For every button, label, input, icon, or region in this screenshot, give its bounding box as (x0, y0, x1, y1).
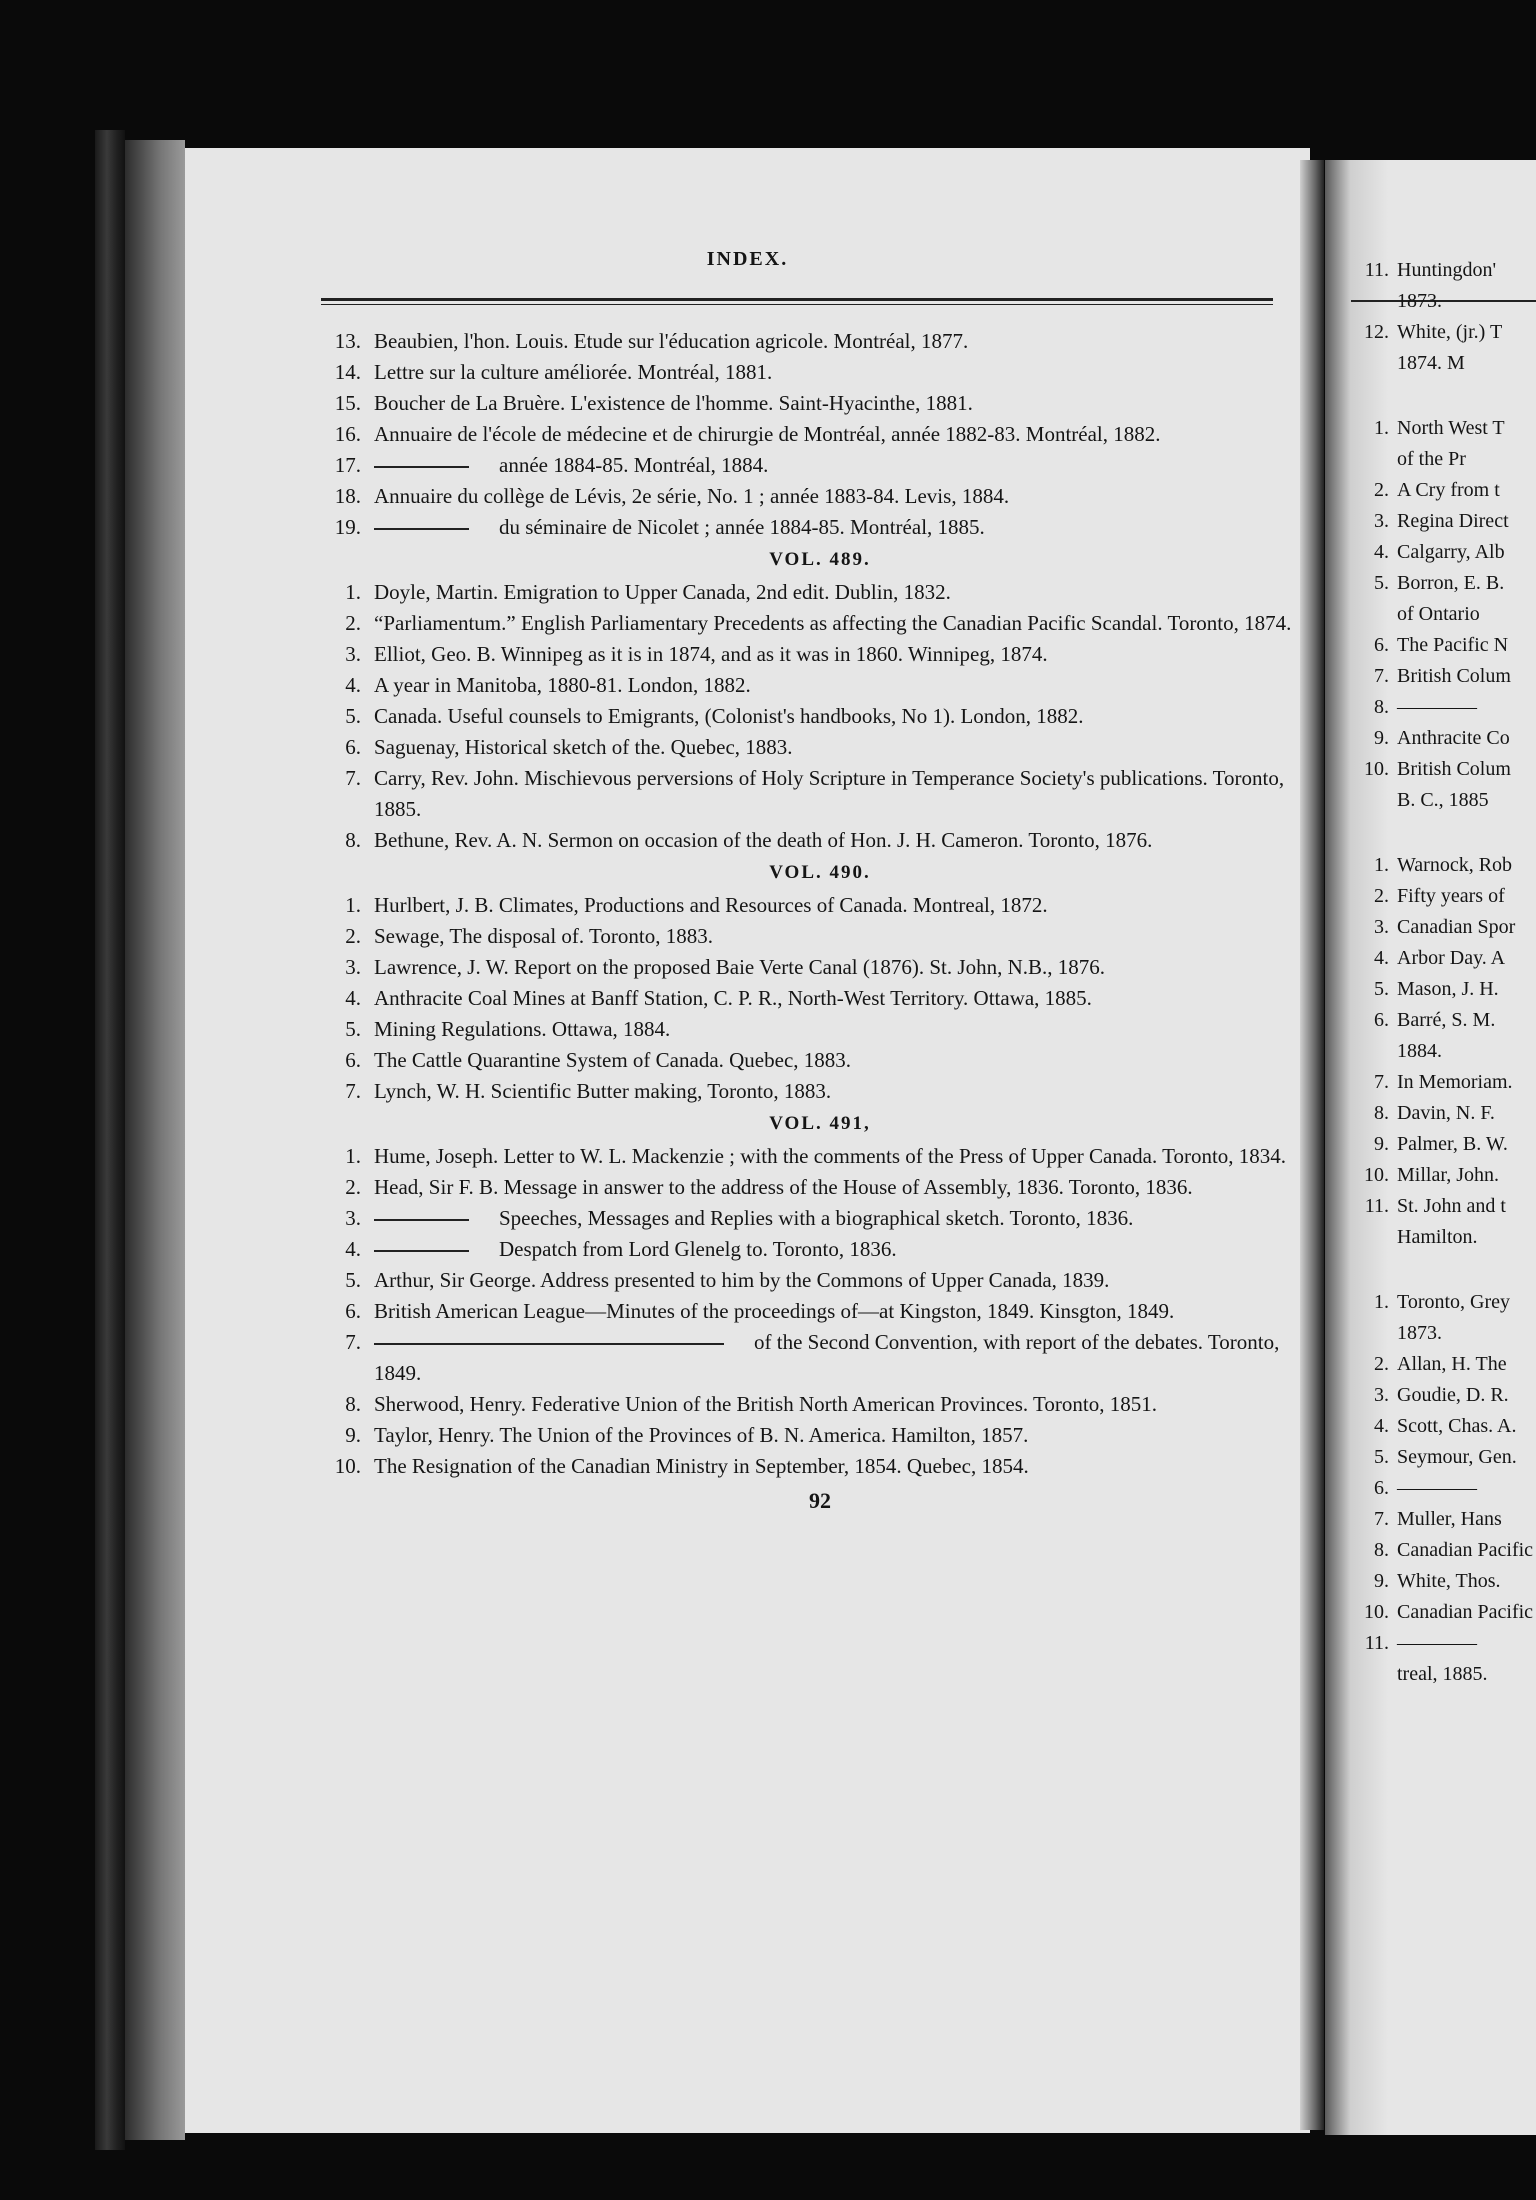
entry-text: Hamilton. (1397, 1226, 1478, 1248)
page-stack-edge (125, 140, 185, 2140)
entry-text: Hurlbert, J. B. Climates, Productions and Resources of Canada. Montreal, 1872. (374, 893, 1048, 917)
index-entry (315, 921, 1325, 952)
entry-number: 4. (345, 673, 361, 697)
right-index-line (1353, 1160, 1533, 1191)
index-entry (315, 512, 1325, 543)
entry-number: 2. (1374, 885, 1389, 907)
entry-number: 6. (1374, 634, 1389, 656)
entry-text: The Cattle Quarantine System of Canada. Quebec, 1883. (374, 1048, 852, 1072)
index-entry (315, 1014, 1325, 1045)
index-entry (315, 983, 1325, 1014)
entry-text: British American League—Minutes of the proceedings of—at Kingston, 1849. Kinsgton, 1849. (374, 1299, 1175, 1323)
entry-text: Borron, E. B. (1397, 572, 1505, 594)
entry-text: Despatch from Lord Glenelg to. Toronto, 1836. (370, 1234, 1325, 1265)
entry-number: 14. (334, 360, 361, 384)
entry-text: Allan, H. The (1397, 1353, 1507, 1375)
entry-number: 10. (1364, 1164, 1389, 1186)
index-entry (315, 639, 1325, 670)
right-index-line (1353, 661, 1533, 692)
index-entry (315, 577, 1325, 608)
entry-text: Boucher de La Bruère. L'existence de l'homme. Saint-Hyacinthe, 1881. (374, 391, 973, 415)
running-head: INDEX. (706, 248, 789, 270)
right-index-line (1353, 912, 1533, 943)
right-index-line (1353, 286, 1533, 317)
entry-number: 8. (1374, 1539, 1389, 1561)
entry-text: Annuaire de l'école de médecine et de chirurgie de Montréal, année 1882-83. Montréal, 1882. (374, 422, 1161, 446)
entry-number: 19. (334, 515, 361, 539)
right-index-line (1353, 723, 1533, 754)
index-entry (315, 1389, 1325, 1420)
entry-text: 1884. (1397, 1040, 1442, 1062)
right-index-line (1353, 348, 1533, 379)
entry-number: 11. (1364, 1632, 1389, 1654)
gutter-shadow (1300, 160, 1324, 2130)
entry-text: Hume, Joseph. Letter to W. L. Mackenzie ; with the comments of the Press of Upper Canada. Toronto, 1834. (374, 1144, 1287, 1168)
entry-number: 7. (345, 766, 361, 790)
entry-number: 1. (1374, 417, 1389, 439)
entry-text: A year in Manitoba, 1880-81. London, 1882. (374, 673, 751, 697)
right-index-line (1353, 1504, 1533, 1535)
right-index-line (1353, 1349, 1533, 1380)
entry-text: Canada. Useful counsels to Emigrants, (Colonist's handbooks, No 1). London, 1882. (374, 704, 1084, 728)
left-page (185, 148, 1310, 2133)
entry-number: 8. (1374, 1102, 1389, 1124)
right-index-line (1353, 1380, 1533, 1411)
entry-text: Canadian Pacific (1397, 1539, 1533, 1561)
index-entry (315, 450, 1325, 481)
right-index-line (1353, 444, 1533, 475)
page-number: 92 (809, 1488, 831, 1513)
index-entry (315, 1234, 1325, 1265)
right-index-line (1353, 881, 1533, 912)
right-index-column (1353, 255, 1533, 1690)
index-entry (315, 1265, 1325, 1296)
entry-number: 15. (334, 391, 361, 415)
right-index-line (1353, 1566, 1533, 1597)
entry-number: 7. (345, 1330, 361, 1354)
entry-number: 11. (1364, 259, 1389, 281)
entry-text: 1873. (1397, 1322, 1442, 1344)
right-index-line (1353, 1318, 1533, 1349)
right-index-line (1353, 1411, 1533, 1442)
ditto-dash (374, 1343, 724, 1345)
entry-text: St. John and t (1397, 1195, 1506, 1217)
entry-number: 1. (1374, 1291, 1389, 1313)
right-index-line (1353, 1659, 1533, 1690)
index-entry (315, 1296, 1325, 1327)
entry-text: Muller, Hans (1397, 1508, 1502, 1530)
entry-number: 1. (345, 893, 361, 917)
entry-text: Seymour, Gen. (1397, 1446, 1517, 1468)
entry-number: 17. (334, 453, 361, 477)
entry-text: année 1884-85. Montréal, 1884. (370, 450, 1325, 481)
entry-text: of the Pr (1397, 448, 1466, 470)
entry-number: 12. (1364, 321, 1389, 343)
entry-text: British Colum (1397, 665, 1511, 687)
entry-number: 3. (345, 1206, 361, 1230)
index-entry (315, 357, 1325, 388)
index-entry (315, 326, 1325, 357)
entry-text: Palmer, B. W. (1397, 1133, 1508, 1155)
right-index-line (1353, 1222, 1533, 1253)
entry-number: 4. (345, 1237, 361, 1261)
entry-number: 1. (345, 580, 361, 604)
right-index-line (1353, 568, 1533, 599)
entry-number: 2. (345, 924, 361, 948)
index-entry (315, 825, 1325, 856)
ditto-dash (374, 1250, 469, 1252)
right-index-line (1353, 850, 1533, 881)
entry-number: 3. (1374, 916, 1389, 938)
entry-number: 4. (1374, 1415, 1389, 1437)
entry-number: 2. (345, 1175, 361, 1199)
entry-text: White, (jr.) T (1397, 321, 1503, 343)
index-entry (315, 732, 1325, 763)
entry-number: 5. (345, 1017, 361, 1041)
entry-number: 9. (1374, 1133, 1389, 1155)
index-entry (315, 419, 1325, 450)
right-index-line (1353, 1535, 1533, 1566)
entry-number: 18. (334, 484, 361, 508)
entry-text: Mason, J. H. (1397, 978, 1499, 1000)
entry-number: 6. (1374, 1477, 1389, 1499)
entry-number: 1. (345, 1144, 361, 1168)
entry-number: 2. (345, 611, 361, 635)
entry-text: A Cry from t (1397, 479, 1500, 501)
right-index-line (1353, 506, 1533, 537)
entry-text: treal, 1885. (1397, 1663, 1488, 1685)
entry-number: 3. (1374, 510, 1389, 532)
entry-text: Huntingdon' (1397, 259, 1497, 281)
entry-text: B. C., 1885 (1397, 789, 1489, 811)
entry-number: 10. (334, 1454, 361, 1478)
entry-number: 2. (1374, 479, 1389, 501)
index-entry (315, 1076, 1325, 1107)
entry-text: Speeches, Messages and Replies with a biographical sketch. Toronto, 1836. (370, 1203, 1325, 1234)
entry-text: Saguenay, Historical sketch of the. Quebec, 1883. (374, 735, 793, 759)
entry-number: 4. (1374, 947, 1389, 969)
index-entry (315, 1451, 1325, 1482)
entry-text: Calgarry, Alb (1397, 541, 1505, 563)
entry-text: The Pacific N (1397, 634, 1509, 656)
entry-text: Lawrence, J. W. Report on the proposed Baie Verte Canal (1876). St. John, N.B., 1876. (374, 955, 1105, 979)
right-page-fragment (1325, 160, 1536, 2135)
entry-text: Doyle, Martin. Emigration to Upper Canada, 2nd edit. Dublin, 1832. (374, 580, 951, 604)
right-index-line (1353, 1191, 1533, 1222)
index-entry (315, 1141, 1325, 1172)
entry-number: 7. (1374, 665, 1389, 687)
right-index-line (1353, 754, 1533, 785)
entry-number: 10. (1364, 758, 1389, 780)
entry-text: Toronto, Grey (1397, 1291, 1511, 1313)
index-entry (315, 701, 1325, 732)
entry-number: 4. (1374, 541, 1389, 563)
entry-text: Regina Direct (1397, 510, 1509, 532)
right-index-line (1353, 599, 1533, 630)
entry-text: 1873. (1397, 290, 1442, 312)
right-index-line (1353, 317, 1533, 348)
index-entry (315, 763, 1325, 825)
entry-text: Elliot, Geo. B. Winnipeg as it is in 1874, and as it was in 1860. Winnipeg, 1874. (374, 642, 1048, 666)
right-index-line (1353, 1067, 1533, 1098)
entry-number: 5. (1374, 1446, 1389, 1468)
right-index-line (1353, 1287, 1533, 1318)
right-index-line (1353, 1628, 1533, 1659)
right-index-line (1353, 943, 1533, 974)
entry-number: 3. (345, 955, 361, 979)
entry-number: 11. (1364, 1195, 1389, 1217)
entry-text: Mining Regulations. Ottawa, 1884. (374, 1017, 671, 1041)
right-index-line (1353, 1442, 1533, 1473)
entry-text: Taylor, Henry. The Union of the Provinces of B. N. America. Hamilton, 1857. (374, 1423, 1029, 1447)
index-entry (315, 1420, 1325, 1451)
entry-number: 7. (345, 1079, 361, 1103)
entry-text: Sherwood, Henry. Federative Union of the British North American Provinces. Toronto, 1851. (374, 1392, 1157, 1416)
entry-text: Goudie, D. R. (1397, 1384, 1509, 1406)
section-gap (1353, 816, 1533, 850)
entry-text: In Memoriam. (1397, 1071, 1513, 1093)
section-gap (1353, 1253, 1533, 1287)
entry-text: 1874. M (1397, 352, 1465, 374)
entry-text: Warnock, Rob (1397, 854, 1513, 876)
index-entry (315, 388, 1325, 419)
right-index-line (1353, 1036, 1533, 1067)
index-entry (315, 952, 1325, 983)
entry-text: Beaubien, l'hon. Louis. Etude sur l'éducation agricole. Montréal, 1877. (374, 329, 969, 353)
entry-text: ———— (1397, 696, 1477, 718)
entry-text: Millar, John. (1397, 1164, 1499, 1186)
entry-number: 6. (345, 1048, 361, 1072)
right-index-line (1353, 255, 1533, 286)
right-index-line (1353, 974, 1533, 1005)
entry-number: 3. (345, 642, 361, 666)
entry-text: Lettre sur la culture améliorée. Montréal, 1881. (374, 360, 773, 384)
volume-heading-490: VOL. 490. (769, 862, 871, 883)
entry-number: 6. (345, 735, 361, 759)
right-index-line (1353, 630, 1533, 661)
entry-number: 3. (1374, 1384, 1389, 1406)
entry-text: Davin, N. F. (1397, 1102, 1495, 1124)
entry-text: North West T (1397, 417, 1505, 439)
entry-text: ———— (1397, 1632, 1477, 1654)
right-index-line (1353, 1005, 1533, 1036)
entry-text: The Resignation of the Canadian Ministry in September, 1854. Quebec, 1854. (374, 1454, 1029, 1478)
right-index-line (1353, 785, 1533, 816)
entry-number: 6. (1374, 1009, 1389, 1031)
entry-text: Arthur, Sir George. Address presented to him by the Commons of Upper Canada, 1839. (374, 1268, 1110, 1292)
entry-text: Annuaire du collège de Lévis, 2e série, No. 1 ; année 1883-84. Levis, 1884. (374, 484, 1010, 508)
right-index-line (1353, 1129, 1533, 1160)
entry-text: Anthracite Coal Mines at Banff Station, C. P. R., North-West Territory. Ottawa, 1885. (374, 986, 1092, 1010)
entry-text: du séminaire de Nicolet ; année 1884-85. Montréal, 1885. (370, 512, 1325, 543)
volume-heading-491: VOL. 491, (769, 1113, 871, 1134)
entry-number: 5. (345, 1268, 361, 1292)
index-column (315, 326, 1325, 1514)
entry-number: 7. (1374, 1071, 1389, 1093)
entry-text: Anthracite Co (1397, 727, 1510, 749)
entry-text: Lynch, W. H. Scientific Butter making, Toronto, 1883. (374, 1079, 832, 1103)
index-entry (315, 481, 1325, 512)
entry-text: Canadian Pacific (1397, 1601, 1533, 1623)
entry-text: of Ontario (1397, 603, 1480, 625)
entry-text: Canadian Spor (1397, 916, 1516, 938)
entry-text: Carry, Rev. John. Mischievous perversions of Holy Scripture in Temperance Society's publications. Toronto, 1885. (374, 766, 1285, 821)
index-entry (315, 890, 1325, 921)
entry-text: White, Thos. (1397, 1570, 1501, 1592)
entry-number: 7. (1374, 1508, 1389, 1530)
right-index-line (1353, 692, 1533, 723)
entry-text: Scott, Chas. A. (1397, 1415, 1517, 1437)
header-rule-thin (321, 304, 1273, 305)
section-gap (1353, 379, 1533, 413)
entry-text: British Colum (1397, 758, 1511, 780)
entry-number: 9. (1374, 1570, 1389, 1592)
entry-number: 2. (1374, 1353, 1389, 1375)
entry-number: 13. (334, 329, 361, 353)
entry-number: 5. (345, 704, 361, 728)
ditto-dash (374, 1219, 469, 1221)
index-entry (315, 1172, 1325, 1203)
entry-text: of the Second Convention, with report of the debates. Toronto, 1849. (374, 1330, 1280, 1385)
book-spine (95, 130, 125, 2150)
right-index-line (1353, 475, 1533, 506)
right-index-line (1353, 1597, 1533, 1628)
entry-text: “Parliamentum.” English Parliamentary Precedents as affecting the Canadian Pacific Scandal. Toronto, 1874. (374, 611, 1292, 635)
entry-number: 8. (345, 1392, 361, 1416)
index-entry (315, 1045, 1325, 1076)
entry-text: Arbor Day. A (1397, 947, 1506, 969)
entry-text: Bethune, Rev. A. N. Sermon on occasion of the death of Hon. J. H. Cameron. Toronto, 1876. (374, 828, 1153, 852)
entry-number: 1. (1374, 854, 1389, 876)
index-entry (315, 608, 1325, 639)
entry-number: 5. (1374, 572, 1389, 594)
entry-text: Sewage, The disposal of. Toronto, 1883. (374, 924, 713, 948)
entry-text: ———— (1397, 1477, 1477, 1499)
right-index-line (1353, 413, 1533, 444)
header-rule (321, 298, 1273, 301)
right-index-line (1353, 537, 1533, 568)
entry-number: 16. (334, 422, 361, 446)
volume-heading-489: VOL. 489. (769, 549, 871, 570)
entry-number: 9. (1374, 727, 1389, 749)
right-index-line (1353, 1473, 1533, 1504)
right-index-line (1353, 1098, 1533, 1129)
entry-number: 6. (345, 1299, 361, 1323)
entry-number: 4. (345, 986, 361, 1010)
entry-number: 5. (1374, 978, 1389, 1000)
entry-number: 9. (345, 1423, 361, 1447)
index-entry (315, 1203, 1325, 1234)
entry-number: 10. (1364, 1601, 1389, 1623)
entry-text: Head, Sir F. B. Message in answer to the address of the House of Assembly, 1836. Toronto, 1836. (374, 1175, 1193, 1199)
ditto-dash (374, 528, 469, 530)
ditto-dash (374, 466, 469, 468)
index-entry (315, 1327, 1325, 1389)
entry-text: Barré, S. M. (1397, 1009, 1496, 1031)
entry-text: Fifty years of (1397, 885, 1505, 907)
entry-number: 8. (345, 828, 361, 852)
entry-number: 8. (1374, 696, 1389, 718)
index-entry (315, 670, 1325, 701)
